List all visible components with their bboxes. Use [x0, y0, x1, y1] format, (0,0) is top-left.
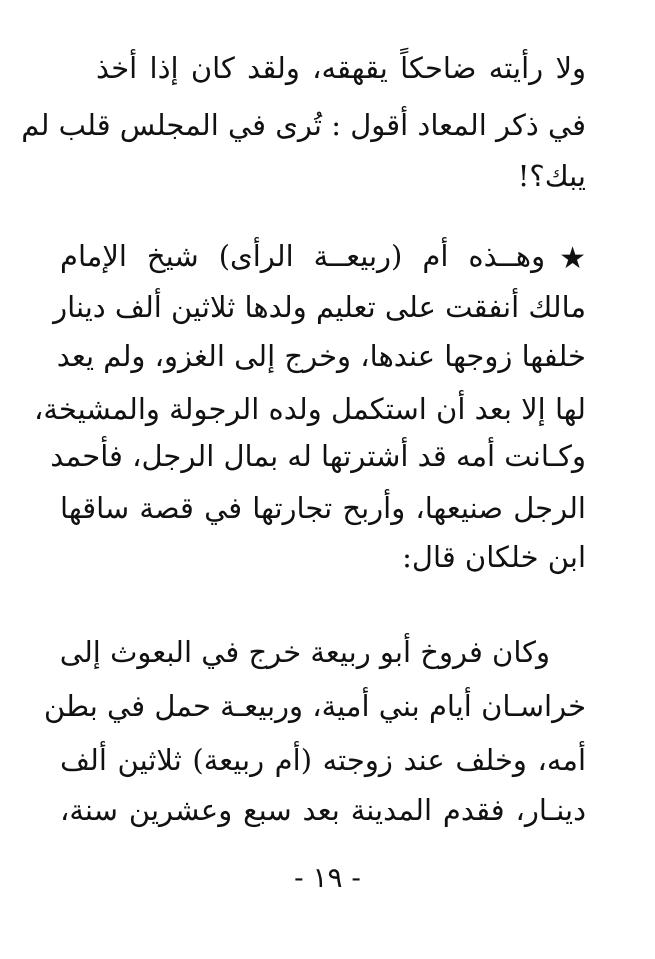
text-line-content: وهــذه أم (ربيعــة الرأى) شيخ الإمام — [60, 239, 546, 273]
text-line: دينـار، فقدم المدينة بعد سبع وعشرين سنة، — [60, 793, 586, 827]
text-line: ابن خلكان قال: — [402, 540, 586, 574]
text-line: خلفها زوجها عندها، وخرج إلى الغزو، ولم يعد — [56, 339, 586, 373]
text-line: أمه، وخلف عند زوجته (أم ربيعة) ثلاثين ألف — [60, 743, 586, 777]
star-icon: ★ — [559, 241, 586, 276]
text-line: يبك؟! — [517, 159, 586, 193]
text-line: ولا رأيته ضاحكاً يقهقه، ولقد كان إذا أخذ — [96, 51, 586, 85]
text-line: الرجل صنيعها، وأربح تجارتها في قصة ساقها — [60, 491, 586, 525]
text-line — [60, 236, 586, 279]
text-line: خراسـان أيام بني أمية، وربيعـة حمل في بطن — [43, 689, 586, 723]
text-line: في ذكر المعاد أقول : تُرى في المجلس قلب لم — [21, 108, 586, 142]
text-line: وكان فروخ أبو ربيعة خرج في البعوث إلى — [59, 635, 550, 669]
text-line: مالك أنفقت على تعليم ولدها ثلاثين ألف دينار — [53, 290, 586, 324]
text-line: وكـانت أمه قد أشترتها له بمال الرجل، فأحمد — [50, 439, 586, 473]
text-line: لها إلا بعد أن استكمل ولده الرجولة والمشيخة، — [33, 392, 586, 426]
page-number: - ١٩ - — [294, 861, 361, 894]
